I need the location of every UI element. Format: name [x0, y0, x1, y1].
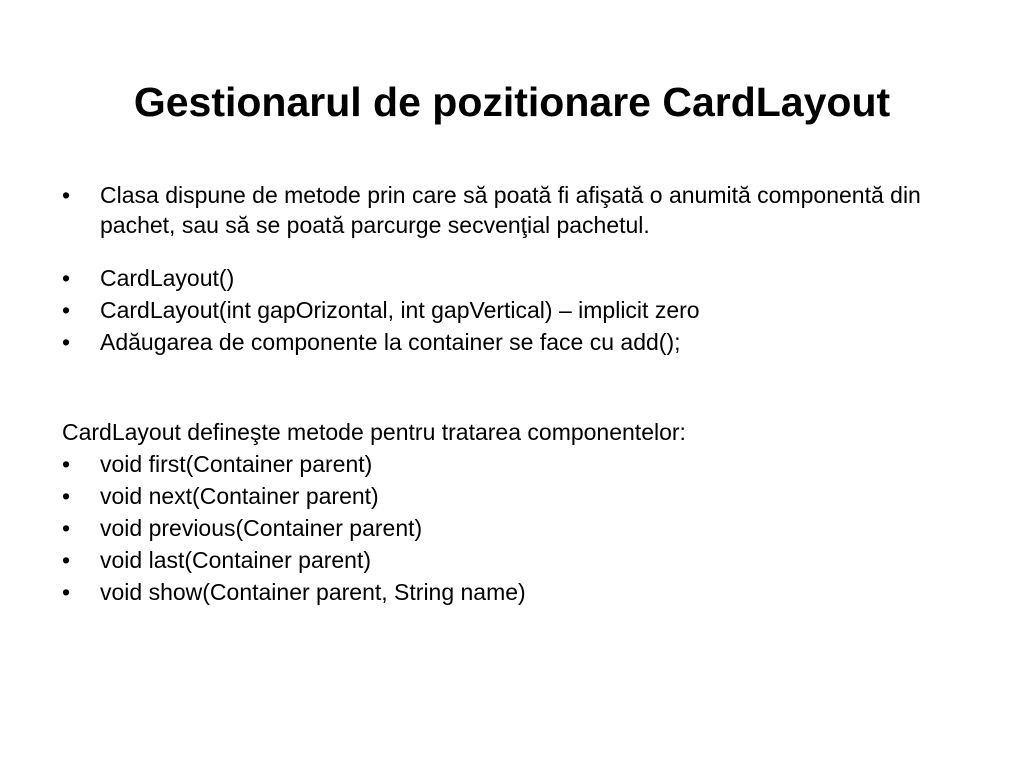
bullet-item [62, 294, 962, 326]
bullet-item [62, 326, 962, 358]
bullet-text: void last(Container parent) [100, 547, 372, 573]
bullet-marker: • [62, 515, 71, 541]
bullet-item [62, 262, 962, 294]
methods-intro: CardLayout defineşte metode pentru tratarea componentelor: [62, 419, 686, 445]
slide-body [62, 180, 962, 608]
bullet-text: void previous(Container parent) [100, 515, 423, 541]
bullet-marker: • [62, 547, 71, 573]
bullet-marker: • [62, 579, 71, 605]
bullet-text: CardLayout() [100, 265, 235, 291]
bullet-item [62, 544, 962, 576]
bullet-text: CardLayout(int gapOrizontal, int gapVertical) – implicit zero [100, 297, 700, 323]
bullet-text: void first(Container parent) [100, 451, 373, 477]
spacer [62, 240, 962, 262]
bullet-text: Clasa dispune de metode prin care să poată fi afişată o anumită componentă din pachet, sau să se poată parcurge secvenţial pachetul. [100, 182, 921, 238]
bullet-marker: • [62, 297, 71, 323]
bullet-marker: • [62, 182, 71, 208]
bullet-item [62, 180, 962, 240]
bullet-list-constructors [62, 262, 962, 358]
slide-title: Gestionarul de pozitionare CardLayout [133, 79, 891, 125]
bullet-list-methods [62, 448, 962, 608]
bullet-marker: • [62, 483, 71, 509]
bullet-item [62, 512, 962, 544]
bullet-text: void show(Container parent, String name) [100, 579, 526, 605]
bullet-list-intro [62, 180, 962, 240]
spacer [62, 358, 962, 416]
bullet-marker: • [62, 451, 71, 477]
bullet-item [62, 448, 962, 480]
bullet-item [62, 576, 962, 608]
bullet-text: Adăugarea de componente la container se face cu add(); [100, 329, 681, 355]
bullet-item [62, 480, 962, 512]
bullet-marker: • [62, 329, 71, 355]
bullet-marker: • [62, 265, 71, 291]
bullet-text: void next(Container parent) [100, 483, 379, 509]
